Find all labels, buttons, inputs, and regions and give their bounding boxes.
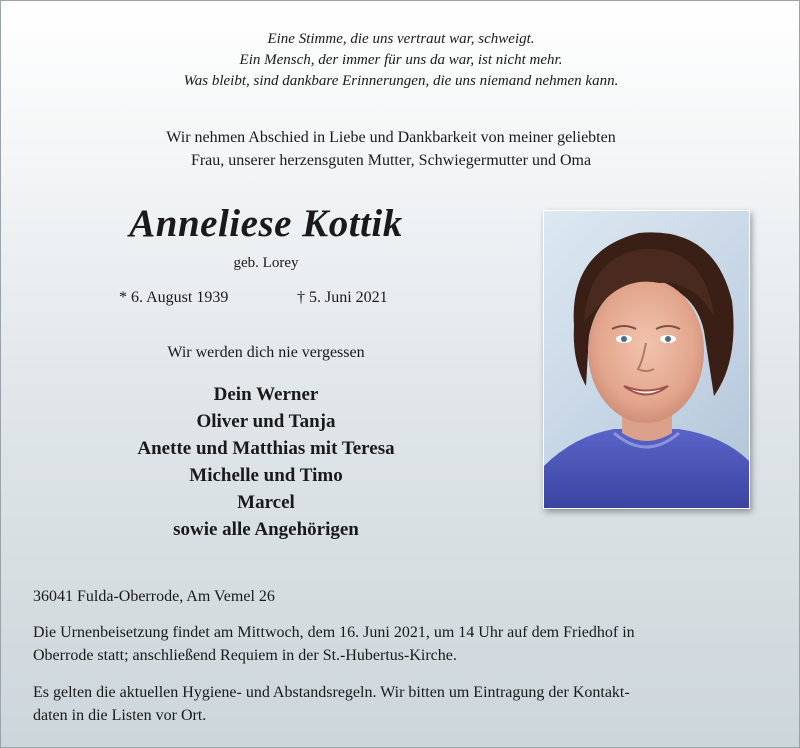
mourner: Dein Werner <box>213 384 319 405</box>
burial-line: Die Urnenbeisetzung findet am Mittwoch, dem 16. Juni 2021, um 14 Uhr auf dem Friedhof in <box>33 624 635 641</box>
farewell-intro <box>1 126 781 172</box>
poem-line: Was bleibt, sind dankbare Erinnerungen, die uns niemand nehmen kann. <box>183 73 619 89</box>
mourner: Marcel <box>237 492 295 513</box>
mourner: Michelle und Timo <box>189 465 343 486</box>
burial-line: Oberrode statt; anschließend Requiem in der St.-Hubertus-Kirche. <box>33 647 457 664</box>
hygiene-line: daten in die Listen vor Ort. <box>33 707 207 724</box>
intro-line: Wir nehmen Abschied in Liebe und Dankbarkeit von meiner geliebten <box>166 129 616 146</box>
hygiene-notice <box>33 681 778 727</box>
intro-line: Frau, unserer herzensguten Mutter, Schwiegermutter und Oma <box>190 152 592 169</box>
portrait-photo <box>543 210 750 509</box>
poem-line: Eine Stimme, die uns vertraut war, schweigt. <box>267 31 535 47</box>
hygiene-line: Es gelten die aktuellen Hygiene- und Abstandsregeln. Wir bitten um Eintragung der Kontakt- <box>33 684 630 701</box>
birth-name: geb. Lorey <box>233 255 299 271</box>
mourners-list <box>66 381 466 543</box>
memory-line: Wir werden dich nie vergessen <box>167 344 365 361</box>
birth-date: * 6. August 1939 <box>119 289 229 306</box>
portrait-illustration <box>544 211 749 508</box>
poem <box>1 29 800 92</box>
mourner: sowie alle Angehörigen <box>173 519 359 540</box>
burial-notice <box>33 621 778 667</box>
death-date: † 5. Juni 2021 <box>297 289 388 306</box>
address: 36041 Fulda-Oberrode, Am Vemel 26 <box>33 588 275 605</box>
mourner: Anette und Matthias mit Teresa <box>137 438 395 459</box>
poem-line: Ein Mensch, der immer für uns da war, ist nicht mehr. <box>239 52 563 68</box>
deceased-name: Anneliese Kottik <box>129 202 403 245</box>
mourner: Oliver und Tanja <box>196 411 336 432</box>
